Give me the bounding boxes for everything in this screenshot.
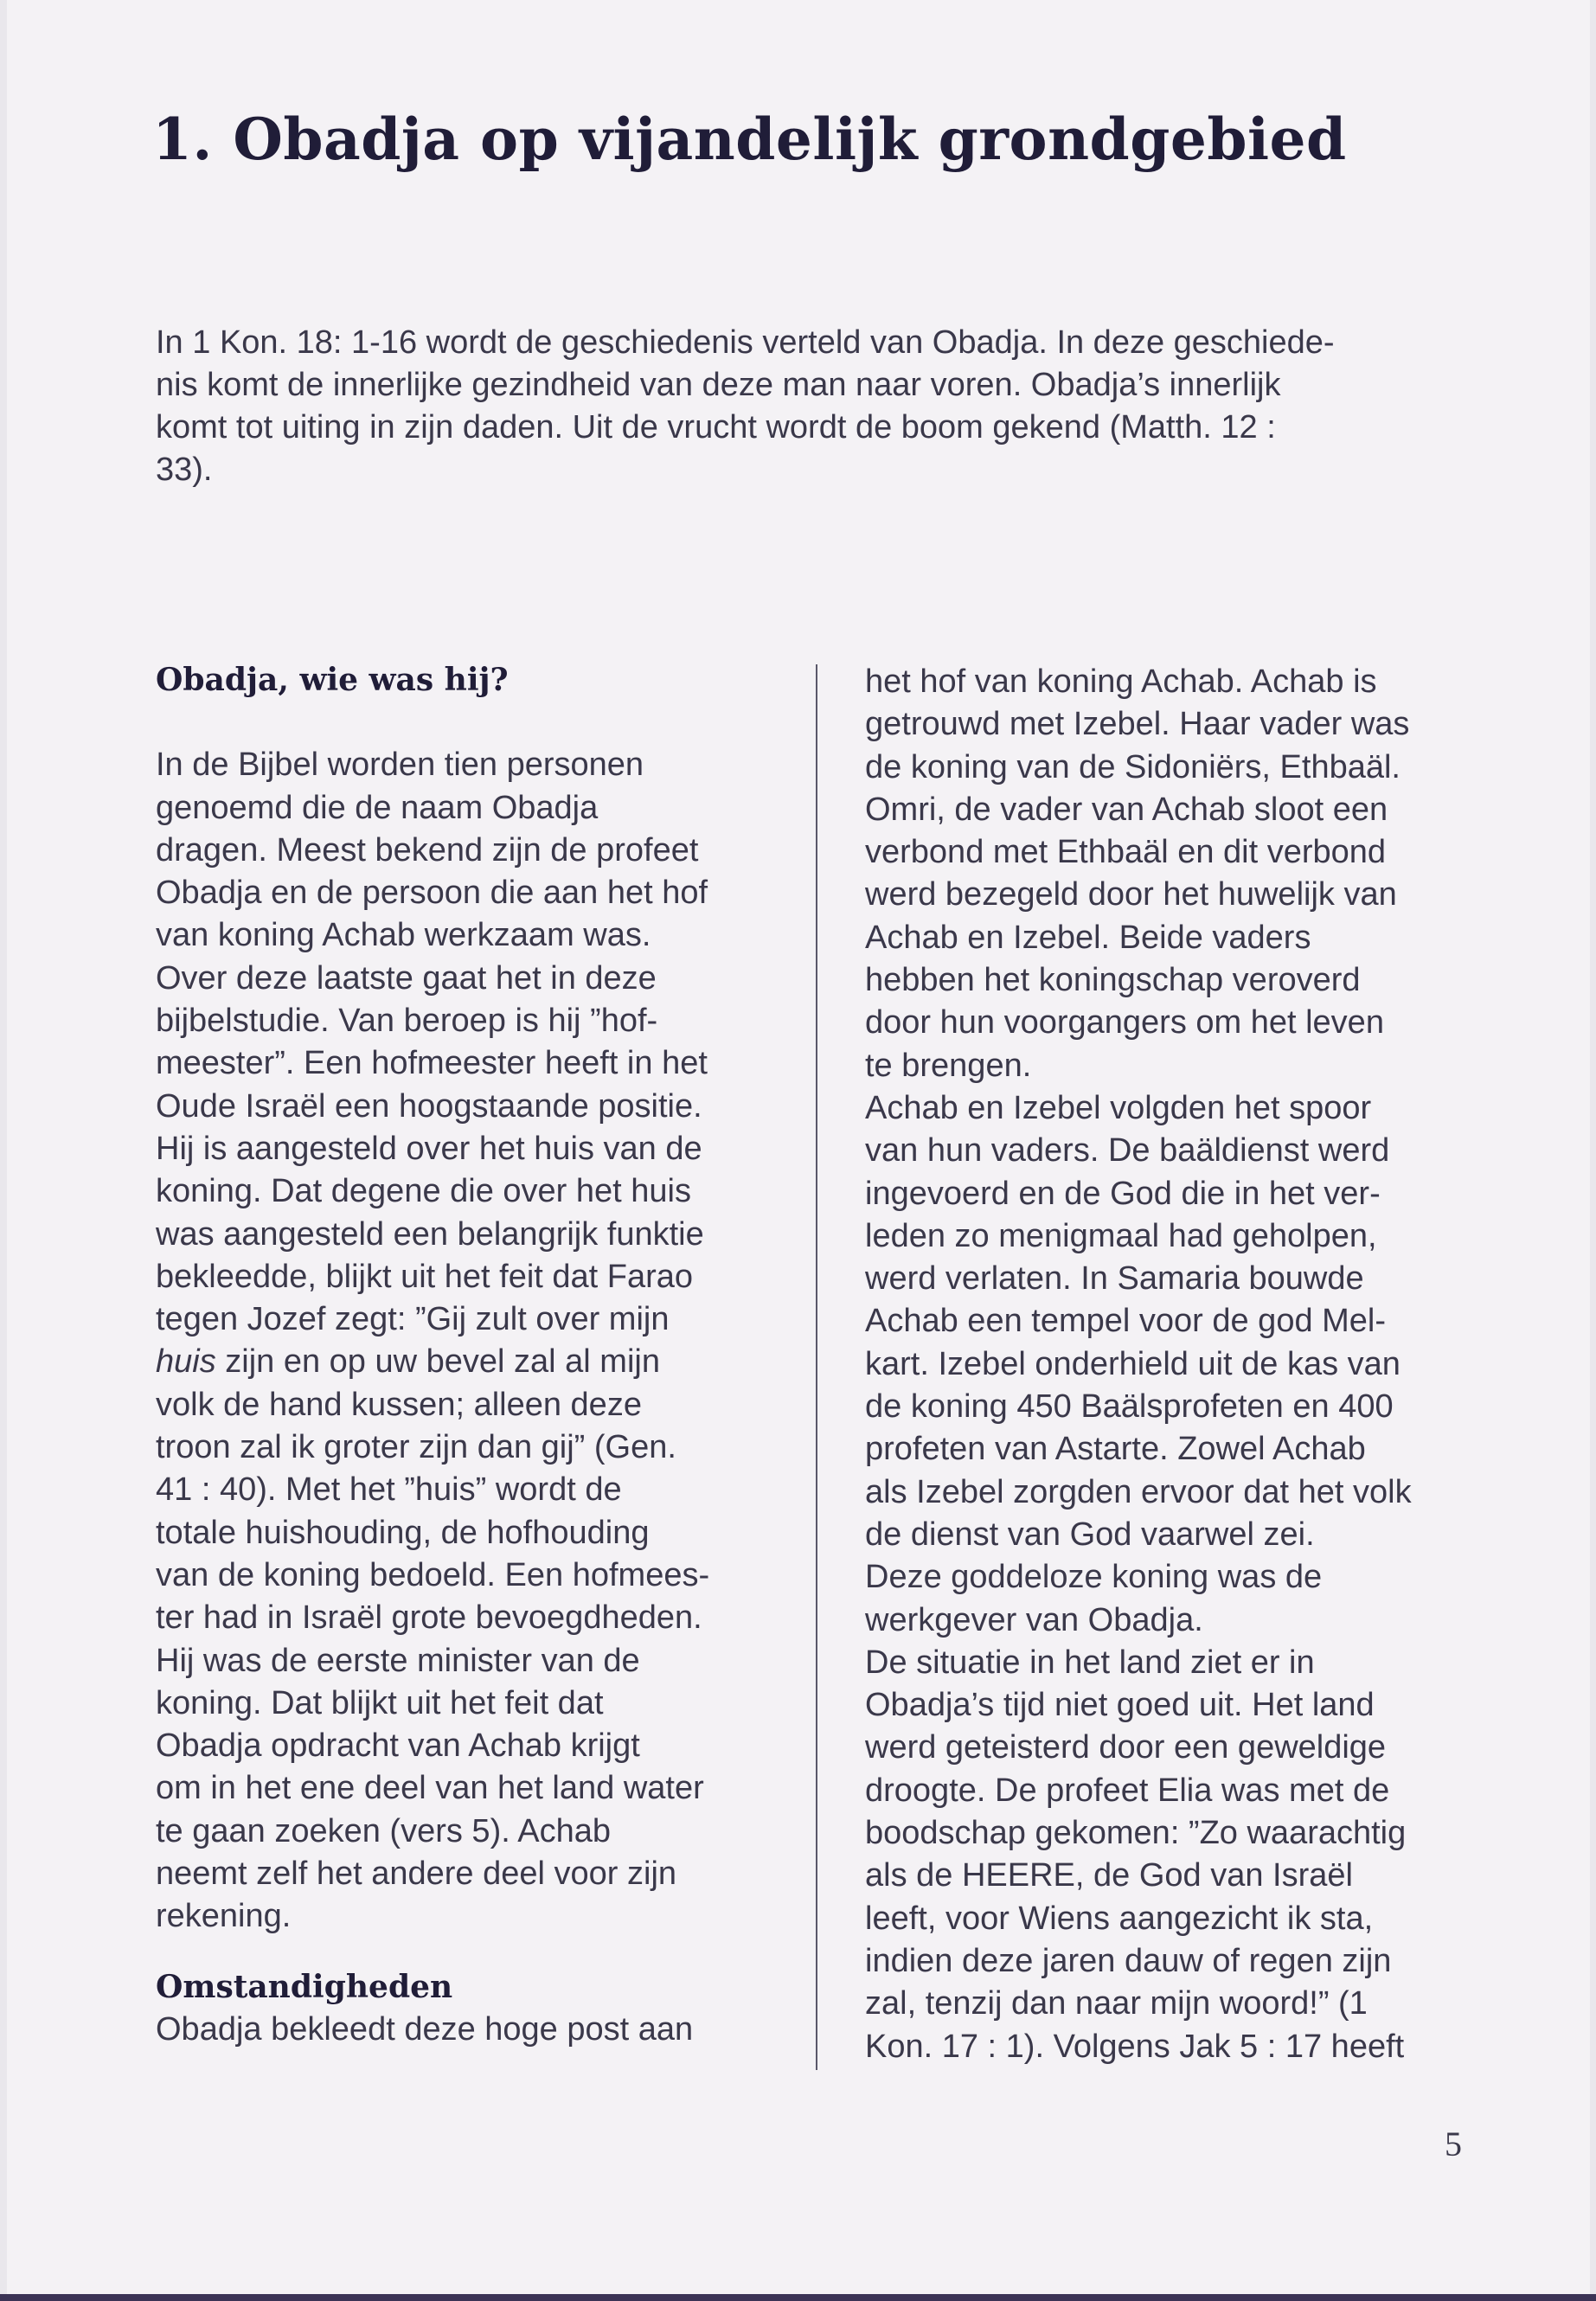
text-line: rekening.: [156, 1898, 292, 1935]
text-line: werd geteisterd door een geweldige: [865, 1729, 1387, 1766]
section-heading-omstandigheden: Omstandigheden: [156, 1968, 453, 2005]
section-heading-obadja-wie-was-hij: Obadja, wie was hij?: [156, 662, 509, 698]
page-number: 5: [1445, 2125, 1462, 2163]
italic-word: huis: [156, 1343, 216, 1381]
intro-paragraph: [156, 322, 1453, 491]
text-fragment: zijn en op uw bevel zal al mijn: [215, 1343, 660, 1381]
text-line: boodschap gekomen: ”Zo waarachtig: [865, 1815, 1407, 1852]
text-line: de dienst van God vaarwel zei.: [865, 1516, 1315, 1553]
text-line: koning. Dat blijkt uit het feit dat: [156, 1684, 604, 1721]
text-line: totale huishouding, de hofhouding: [156, 1514, 650, 1551]
text-line: Obadja’s tijd niet goed uit. Het land: [865, 1687, 1375, 1724]
text-line: volk de hand kussen; alleen deze: [156, 1386, 642, 1423]
text-line: zal, tenzij dan naar mijn woord!” (1: [865, 1985, 1368, 2022]
text-line: Omri, de vader van Achab sloot een: [865, 791, 1388, 828]
text-line: profeten van Astarte. Zowel Achab: [865, 1431, 1366, 1468]
text-line: getrouwd met Izebel. Haar vader was: [865, 706, 1410, 743]
text-line: Oude Israël een hoogstaande positie.: [156, 1087, 702, 1125]
page-edge-band: [0, 2294, 1596, 2301]
text-line: om in het ene deel van het land water: [156, 1770, 704, 1807]
paragraph-gap: [156, 702, 796, 744]
intro-line: komt tot uiting in zijn daden. Uit de vrucht wordt de boom gekend (Matth. 12 :: [156, 409, 1276, 445]
text-line: van hun vaders. De baäldienst werd: [865, 1132, 1390, 1170]
text-line: 41 : 40). Met het ”huis” wordt de: [156, 1471, 622, 1509]
intro-line: 33).: [156, 452, 213, 488]
text-line: neemt zelf het andere deel voor zijn: [156, 1856, 677, 1893]
text-line: leden zo menigmaal had geholpen,: [865, 1217, 1377, 1254]
text-line: bekleedde, blijkt uit het feit dat Farao: [156, 1258, 694, 1295]
text-line: van koning Achab werkzaam was.: [156, 917, 651, 954]
text-line: verbond met Ethbaäl en dit verbond: [865, 834, 1387, 871]
text-line: Hij was de eerste minister van de: [156, 1642, 640, 1679]
text-line: droogte. De profeet Elia was met de: [865, 1772, 1390, 1809]
chapter-title: 1. Obadja op vijandelijk grondgebied: [152, 106, 1347, 173]
text-line: de koning 450 Baälsprofeten en 400: [865, 1388, 1394, 1426]
text-line: De situatie in het land ziet er in: [865, 1644, 1315, 1681]
text-line: meester”. Een hofmeester heeft in het: [156, 1045, 708, 1082]
text-line-with-italic: [156, 1341, 796, 1383]
text-line: bijbelstudie. Van beroep is hij ”hof-: [156, 1003, 658, 1040]
text-line: indien deze jaren dauw of regen zijn: [865, 1942, 1392, 1979]
text-line: Over deze laatste gaat het in deze: [156, 959, 657, 997]
text-line: Obadja opdracht van Achab krijgt: [156, 1727, 640, 1765]
text-line: Obadja bekleedt deze hoge post aan: [156, 2010, 694, 2048]
text-line: ter had in Israël grote bevoegdheden.: [156, 1599, 702, 1637]
right-column: [865, 661, 1505, 2068]
text-line: Deze goddeloze koning was de: [865, 1559, 1323, 1596]
text-line: werd bezegeld door het huwelijk van: [865, 876, 1397, 913]
text-line: Obadja en de persoon die aan het hof: [156, 875, 708, 912]
text-line: door hun voorgangers om het leven: [865, 1004, 1384, 1042]
text-line: Kon. 17 : 1). Volgens Jak 5 : 17 heeft: [865, 2028, 1405, 2065]
paragraph-gap: [156, 1939, 796, 1966]
text-line: werkgever van Obadja.: [865, 1601, 1203, 1638]
text-line: tegen Jozef zegt: ”Gij zult over mijn: [156, 1301, 670, 1338]
column-divider: [816, 664, 817, 2070]
text-line: te gaan zoeken (vers 5). Achab: [156, 1812, 611, 1849]
section-body-obadja: [156, 744, 796, 1938]
text-line: te brengen.: [865, 1047, 1032, 1084]
text-line: van de koning bedoeld. Een hofmees-: [156, 1556, 710, 1593]
text-line: Hij is aangesteld over het huis van de: [156, 1130, 702, 1167]
text-line: In de Bijbel worden tien personen: [156, 747, 644, 784]
text-line: Achab en Izebel volgden het spoor: [865, 1089, 1372, 1126]
text-line: het hof van koning Achab. Achab is: [865, 663, 1377, 700]
text-line: als de HEERE, de God van Israël: [865, 1857, 1353, 1894]
text-line: de koning van de Sidoniërs, Ethbaäl.: [865, 748, 1401, 785]
intro-line: nis komt de innerlijke gezindheid van deze man naar voren. Obadja’s innerlijk: [156, 367, 1281, 403]
text-line: Achab een tempel voor de god Mel-: [865, 1303, 1387, 1340]
intro-line: In 1 Kon. 18: 1-16 wordt de geschiedenis verteld van Obadja. In deze geschiede-: [156, 324, 1335, 361]
book-page: [7, 0, 1590, 2294]
text-line: Achab en Izebel. Beide vaders: [865, 919, 1311, 956]
text-line: als Izebel zorgden ervoor dat het volk: [865, 1473, 1412, 1510]
text-line: ingevoerd en de God die in het ver-: [865, 1175, 1381, 1212]
text-line: hebben het koningschap veroverd: [865, 962, 1361, 999]
text-line: leeft, voor Wiens aangezicht ik sta,: [865, 1900, 1374, 1937]
text-line: dragen. Meest bekend zijn de profeet: [156, 831, 699, 868]
left-column: [156, 659, 796, 2051]
text-line: troon zal ik groter zijn dan gij” (Gen.: [156, 1429, 676, 1466]
text-line: werd verlaten. In Samaria bouwde: [865, 1260, 1364, 1298]
text-line: was aangesteld een belangrijk funktie: [156, 1215, 704, 1253]
text-line: genoemd die de naam Obadja: [156, 789, 599, 826]
text-line: kart. Izebel onderhield uit de kas van: [865, 1345, 1401, 1382]
text-line: koning. Dat degene die over het huis: [156, 1173, 691, 1210]
